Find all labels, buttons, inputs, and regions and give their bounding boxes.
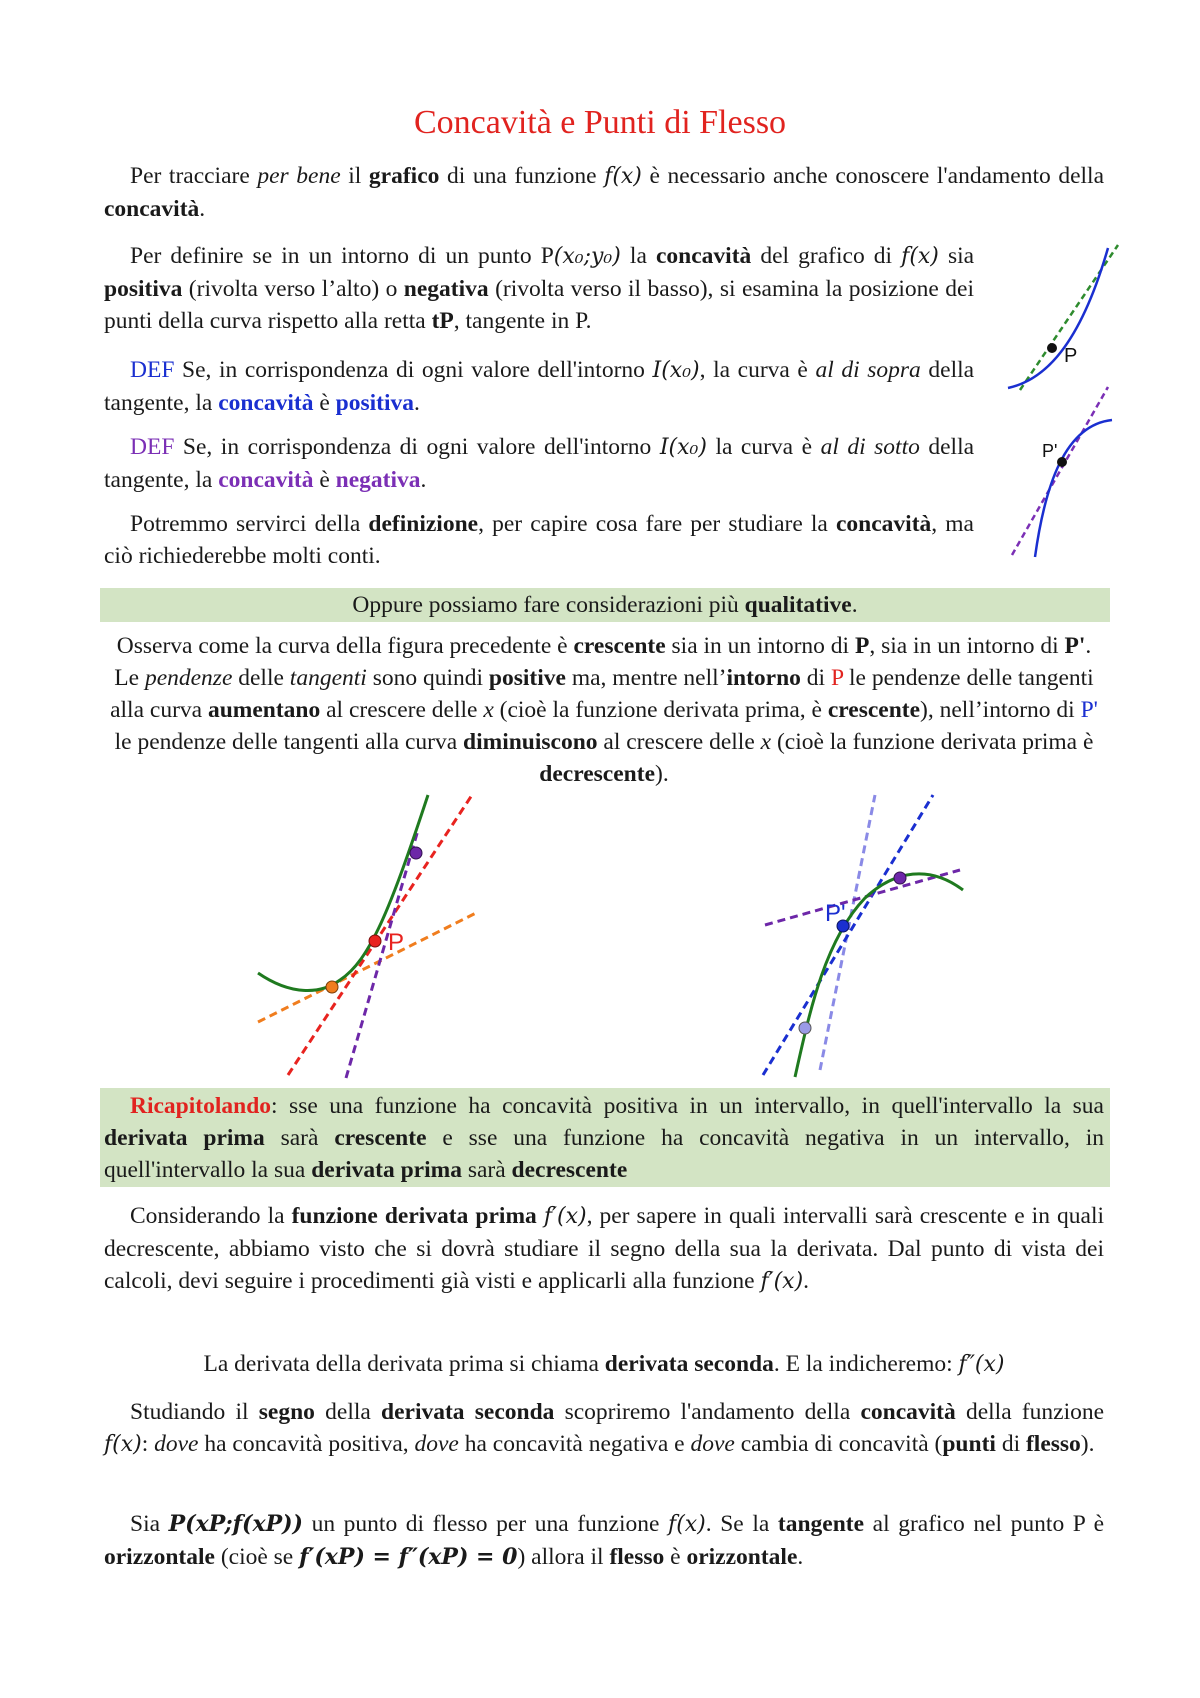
tangency-point-low	[326, 981, 338, 993]
slope-observation-paragraph: Osserva come la curva della figura precedente è crescente sia in un intorno di P, sia in un intorno di P'. Le pendenze delle tangenti sono quindi positive ma, mentre nell’intorno di P le pendenze delle tangenti alla curva aumentano al crescere delle x (cioè la funzione derivata prima, è crescente), nell’intorno di P' le pendenze delle tangenti alla curva diminuiscono al crescere delle x (cioè la funzione derivata prima è decrescente).	[110, 633, 1098, 787]
tangency-point-high	[410, 847, 422, 859]
tangent-line-low	[258, 912, 478, 1022]
horizontal-inflection-paragraph: Sia P(xP;f(xP)) un punto di flesso per una funzione f(x). Se la tangente al grafico nel punto P è orizzontale (cioè se f′(xP) = f″(xP) = 0) allora il flesso è orizzontale.	[104, 1511, 1105, 1570]
curve	[1008, 248, 1108, 388]
tangency-point-low	[799, 1022, 811, 1034]
definition-negative: DEF Se, in corrispondenza di ogni valore dell'intorno I(x₀) la curva è al di sotto della tangente, la concavità è negativa.	[104, 434, 975, 493]
second-derivative-sign-paragraph: Studiando il segno della derivata seconda scopriremo l'andamento della concavità della funzione f(x): dove ha concavità positiva, dove ha concavità negativa e dove cambia di concavità (punti di flesso).	[104, 1399, 1105, 1457]
convex-curve	[258, 795, 428, 990]
negative-concavity-figure	[1000, 385, 1120, 565]
concave-curve	[795, 874, 963, 1077]
qualitative-band-text: Oppure possiamo fare considerazioni più qualitative.	[352, 592, 858, 618]
definition-remark-paragraph: Potremmo servirci della definizione, per capire cosa fare per studiare la concavità, ma ciò richiederebbe molti conti.	[104, 511, 974, 569]
point-p-label: P	[1064, 345, 1078, 367]
tangent-line	[1012, 387, 1108, 555]
tangent-line-low	[820, 795, 875, 1070]
point-p-label: P	[388, 929, 405, 956]
definition-intro-paragraph: Per definire se in un intorno di un punto P(x₀;y₀) la concavità del grafico di f(x) sia positiva (rivolta verso l’alto) o negativa (rivolta verso il basso), si esamina la posizione dei punti della curva rispetto alla retta tP, tangente in P.	[104, 243, 975, 334]
increasing-slopes-figure	[250, 790, 500, 1080]
first-derivative-paragraph: Considerando la funzione derivata prima f′(x), per sapere in quali intervalli sarà crescente e in quali decrescente, abbiamo visto che si dovrà studiare il segno della sua la derivata. Dal punto di vista dei calcoli, devi seguire i procedimenti già visti e applicarli alla funzione f′(x).	[104, 1203, 1104, 1294]
point-p	[369, 935, 381, 947]
tangent-line-mid	[288, 795, 472, 1075]
second-derivative-definition: La derivata della derivata prima si chiama derivata seconda. E la indicheremo: f″(x)	[203, 1351, 1005, 1377]
tangent-line-high	[346, 830, 418, 1078]
tangent-line-mid	[763, 795, 933, 1075]
summary-band-text: Ricapitolando: sse una funzione ha concavità positiva in un intervallo, in quell'intervallo la sua derivata prima sarà crescente e sse una funzione ha concavità negativa in un intervallo, in quell'intervallo la sua derivata prima sarà decrescente	[104, 1093, 1105, 1183]
tangent-line-high	[765, 870, 960, 925]
point-p-prime-label: P'	[825, 900, 846, 927]
page-title: Concavità e Punti di Flesso	[413, 104, 787, 141]
definition-positive: DEF Se, in corrispondenza di ogni valore dell'intorno I(x₀), la curva è al di sopra della tangente, la concavità è positiva.	[104, 357, 975, 416]
point-p-prime	[1057, 457, 1067, 467]
point-p	[1047, 343, 1057, 353]
positive-concavity-figure	[1000, 240, 1120, 395]
intro-paragraph: Per tracciare per bene il grafico di una funzione f(x) è necessario anche conoscere l'andamento della concavità.	[104, 163, 1105, 222]
decreasing-slopes-figure	[755, 790, 970, 1080]
tangency-point-high	[894, 872, 906, 884]
point-p-prime-label: P'	[1042, 441, 1058, 461]
